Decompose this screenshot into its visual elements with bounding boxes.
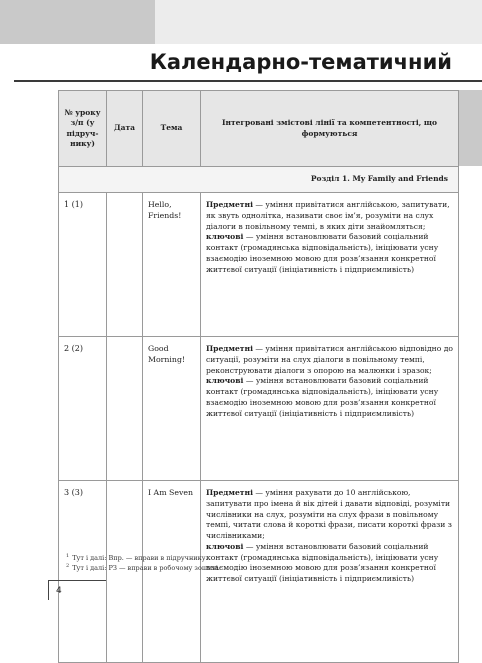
- subject-competence-text: — уміння привітатися англійською відповідно до ситуації, розуміти на слух діалоги в повільному темпі, реконструювати діалоги з опорою на малюнки і зразок;: [206, 344, 453, 375]
- subject-competence-text: — уміння привітатися англійською, запитувати, як звуть однолітка, називати своє ім’я, розуміти на слух діалоги в повільному темпі, в яких діти знайомляться;: [206, 200, 450, 231]
- lesson-number-cell: 2 (2): [59, 337, 107, 481]
- table-row: [59, 337, 459, 481]
- footnote-mark: 1: [66, 553, 70, 559]
- section-title: Розділ 1. My Family and Friends: [59, 167, 459, 193]
- page-title: Календарно-тематичний: [149, 50, 452, 74]
- date-cell: [107, 193, 143, 337]
- side-decor-block: [458, 90, 482, 166]
- page-number-bar: [48, 580, 49, 600]
- table-header-row: [59, 91, 459, 167]
- section-row: [59, 167, 459, 193]
- key-competence-text: — уміння встановлювати базовий соціальний контакт (громадянська відповідальність), ініціювати усну взаємодію іноземною мовою для розв’язання конкретної життєвої ситуації (ініціативність і підприємливість): [206, 376, 439, 418]
- topic-cell: I Am Seven: [143, 481, 201, 663]
- table-row: [59, 193, 459, 337]
- date-cell: [107, 337, 143, 481]
- lesson-number-cell: 1 (1): [59, 193, 107, 337]
- page-number: 4: [56, 586, 62, 596]
- header-topic: Тема: [143, 91, 201, 167]
- key-competence-label: ключові: [206, 541, 244, 551]
- footnote-text: Тут і далі: РЗ — вправи в робочому зошиті.: [72, 564, 220, 573]
- header-competences: Інтегровані змістові лінії та компетентності, що формуються: [201, 91, 459, 167]
- subject-competence-label: Предметні: [206, 344, 253, 353]
- page-number-rule: [48, 580, 106, 581]
- top-decor-band: [155, 0, 482, 44]
- subject-competence-label: Предметні: [206, 200, 253, 209]
- topic-cell: Good Morning!: [143, 337, 201, 481]
- footnote-mark: 2: [66, 563, 70, 570]
- key-competence-label: ключові: [206, 232, 244, 242]
- header-date: Дата: [107, 91, 143, 167]
- subject-competence-label: Предметні: [206, 488, 253, 497]
- footnotes: [66, 553, 220, 573]
- footnote-text: Тут і далі: Впр. — вправи в підручнику.: [72, 554, 208, 563]
- key-competence-text: — уміння встановлювати базовий соціальний контакт (громадянська відповідальність), ініціювати усну взаємодію іноземною мовою для розв’язання конкретної життєвої ситуації (ініціативність і підприємливість): [206, 232, 439, 274]
- footnote: [66, 553, 220, 563]
- lesson-number-cell: 3 (3): [59, 481, 107, 663]
- header-lesson-number: № уроку з/п (у підруч- нику): [59, 91, 107, 167]
- footnote: [66, 563, 220, 573]
- competence-cell: [201, 337, 459, 481]
- corner-decor-block: [0, 0, 155, 44]
- subject-competence-text: — уміння рахувати до 10 англійською, запитувати про імена й вік дітей і давати відповіді, розуміти числівники на слух, розуміти на слух фрази в повільному темпі, читати слова й короткі фрази, писати короткі фрази з числівниками;: [206, 488, 452, 541]
- competence-cell: [201, 193, 459, 337]
- competence-cell: [201, 481, 459, 663]
- title-divider: [14, 80, 482, 82]
- key-competence-text: — уміння встановлювати базовий соціальний контакт (громадянська відповідальність), ініціювати усну взаємодію іноземною мовою для розв’язання конкретної життєвої ситуації (ініціативність і підприємливість): [206, 541, 439, 584]
- key-competence-label: ключові: [206, 376, 244, 386]
- lesson-plan-table: [58, 90, 459, 663]
- topic-cell: Hello, Friends!: [143, 193, 201, 337]
